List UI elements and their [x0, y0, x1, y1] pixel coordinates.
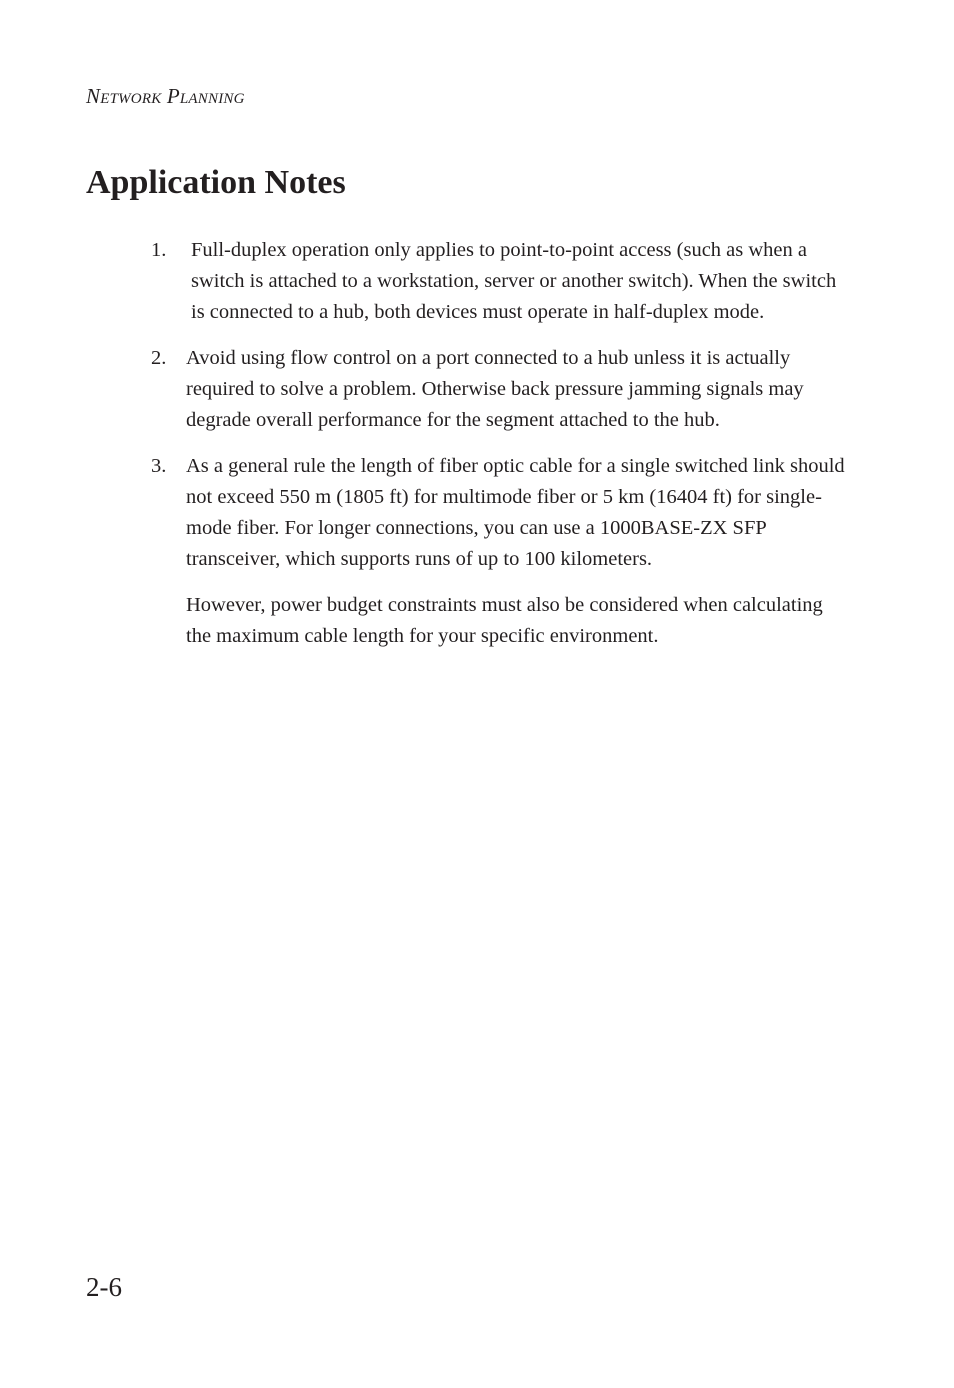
page-number: 2-6 — [86, 1272, 122, 1302]
list-item-followup-paragraph: However, power budget constraints must also be considered when calculating the maximum cable length for your specific environment. — [186, 594, 823, 647]
list-item — [151, 343, 851, 436]
list-item — [151, 451, 851, 652]
list-item-number: 1. — [151, 239, 167, 261]
list-item — [151, 235, 851, 328]
list-item-text — [186, 451, 851, 575]
application-notes-list — [151, 235, 851, 652]
list-item-text: Avoid using flow control on a port connected to a hub unless it is actually required to solve a problem. Otherwise back pressure jamming signals may degrade overall performance for the segment attached to the hub. — [186, 347, 804, 431]
running-header: Network Planning — [86, 84, 245, 108]
section-title: Application Notes — [86, 164, 346, 201]
list-item-number: 2. — [151, 347, 167, 369]
list-item-text: Full-duplex operation only applies to point-to-point access (such as when a switch is attached to a workstation, server or another switch). When the switch is connected to a hub, both devices must operate in half-duplex mode. — [191, 239, 837, 323]
list-item-text-end: 100 kilometers. — [524, 548, 653, 570]
list-item-number: 3. — [151, 455, 167, 477]
list-item-text-main: As a general rule the length of fiber optic cable for a single switched link should not exceed 550 m (1805 ft) for multimode fiber or 5 km (16404 ft) for single-mode fiber. For longer connections, you can use a 1000BASE-ZX SFP transceiver, which supports runs of up to — [186, 455, 845, 570]
